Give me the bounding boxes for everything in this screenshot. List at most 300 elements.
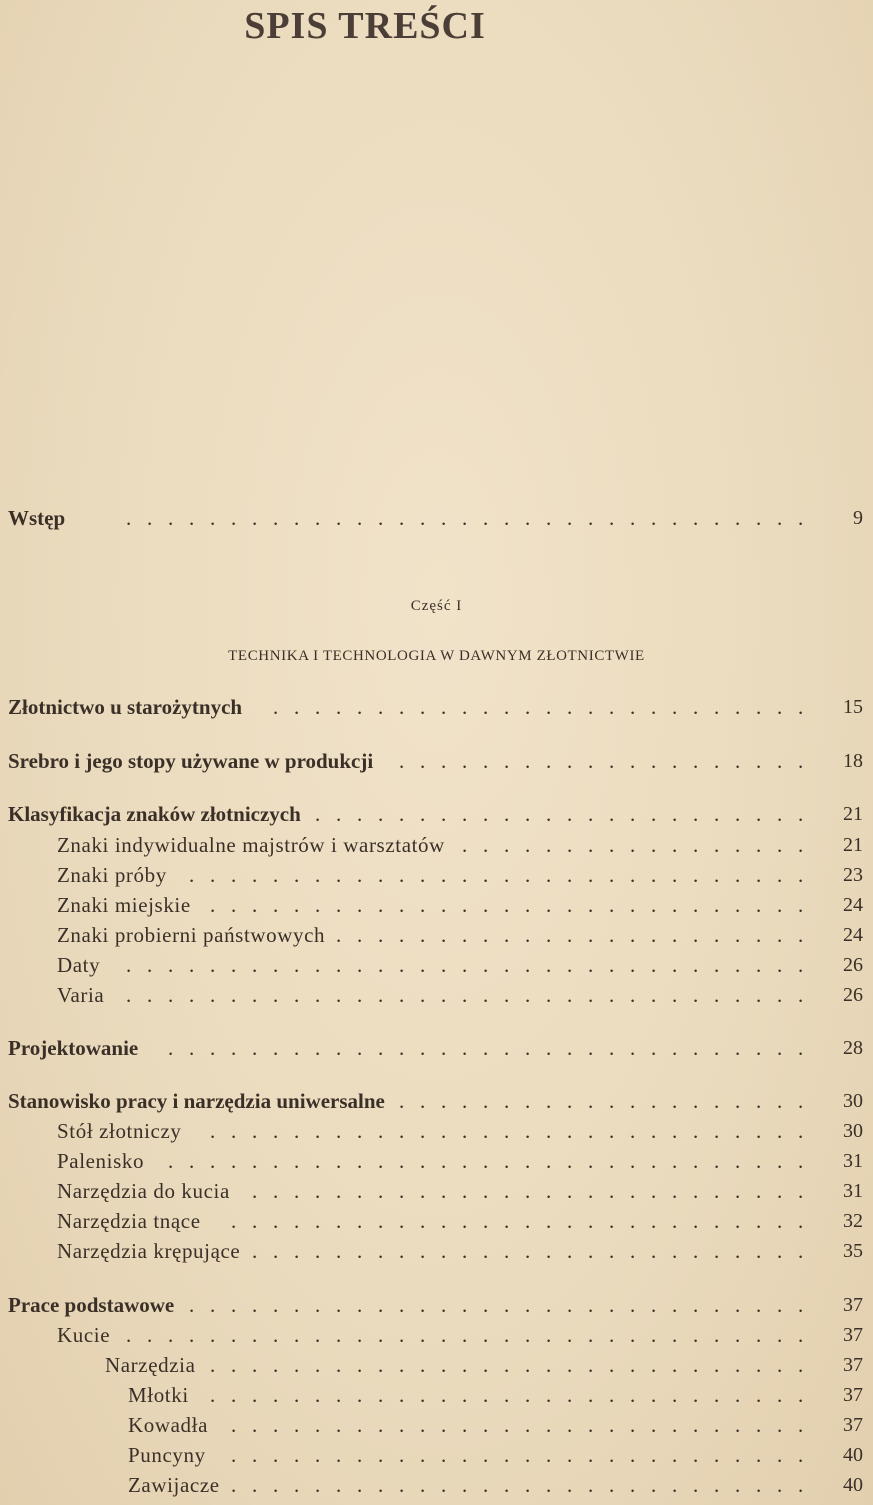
leader-dot: . <box>252 1323 258 1347</box>
leader-dot: . <box>504 506 510 530</box>
leader-dot: . <box>546 893 552 917</box>
leader-dot: . <box>378 695 384 719</box>
leader-dot: . <box>714 506 720 530</box>
toc-entry[interactable] <box>0 694 873 724</box>
leader-dot: . <box>315 1036 321 1060</box>
leader-dot: . <box>336 1209 342 1233</box>
leader-dot: . <box>798 983 804 1007</box>
leader-dot: . <box>504 1293 510 1317</box>
leader-dot: . <box>315 863 321 887</box>
part-label: Część I <box>410 598 463 614</box>
leader-dot: . <box>399 1179 405 1203</box>
leader-dot: . <box>714 1089 720 1113</box>
leader-dot: . <box>378 1293 384 1317</box>
toc-page-number: 37 <box>843 1294 863 1316</box>
leader-dot: . <box>630 1149 636 1173</box>
leader-dot: . <box>525 695 531 719</box>
leader-dot: . <box>735 1209 741 1233</box>
leader-dot: . <box>189 506 195 530</box>
leader-dot: . <box>483 749 489 773</box>
toc-page-number: 30 <box>843 1090 863 1112</box>
leader-dot: . <box>252 1413 258 1437</box>
leader-dot: . <box>777 863 783 887</box>
leader-dot: . <box>126 1323 132 1347</box>
toc-entry-label: Narzędzia <box>105 1353 196 1377</box>
leader-dot: . <box>525 983 531 1007</box>
leader-dot: . <box>735 695 741 719</box>
leader-dot: . <box>189 1293 195 1317</box>
leader-dot: . <box>714 1209 720 1233</box>
toc-entry-label: Projektowanie <box>8 1036 139 1060</box>
leader-dot: . <box>798 833 804 857</box>
leader-dot: . <box>777 802 783 826</box>
leader-dot: . <box>630 1413 636 1437</box>
leader-dot: . <box>378 953 384 977</box>
leader-dot: . <box>798 1443 804 1467</box>
leader-dot: . <box>756 1473 762 1497</box>
toc-entry-label: Stół złotniczy <box>57 1119 182 1143</box>
leader-dot: . <box>399 802 405 826</box>
leader-dot: . <box>735 1149 741 1173</box>
leader-dot: . <box>777 833 783 857</box>
leader-dot: . <box>777 1119 783 1143</box>
leader-dot: . <box>672 1353 678 1377</box>
leader-dot: . <box>651 923 657 947</box>
dot-leader <box>154 1148 817 1174</box>
leader-dot: . <box>252 1383 258 1407</box>
leader-dot: . <box>315 953 321 977</box>
leader-dot: . <box>651 506 657 530</box>
leader-dot: . <box>378 1209 384 1233</box>
toc-entry[interactable] <box>0 1088 873 1118</box>
leader-dot: . <box>567 953 573 977</box>
leader-dot: . <box>693 802 699 826</box>
leader-dot: . <box>588 1149 594 1173</box>
toc-entry[interactable] <box>0 1178 873 1208</box>
leader-dot: . <box>273 1443 279 1467</box>
leader-dot: . <box>609 923 615 947</box>
leader-dot: . <box>567 695 573 719</box>
leader-dot: . <box>588 1383 594 1407</box>
leader-dot: . <box>630 1473 636 1497</box>
leader-dot: . <box>735 1293 741 1317</box>
leader-dot: . <box>567 749 573 773</box>
leader-dot: . <box>378 1119 384 1143</box>
leader-dot: . <box>336 923 342 947</box>
leader-dot: . <box>630 1036 636 1060</box>
leader-dot: . <box>546 1473 552 1497</box>
leader-dot: . <box>231 1209 237 1233</box>
leader-dot: . <box>609 1473 615 1497</box>
leader-dot: . <box>378 1239 384 1263</box>
leader-dot: . <box>546 833 552 857</box>
leader-dot: . <box>672 953 678 977</box>
leader-dot: . <box>735 1323 741 1347</box>
leader-dot: . <box>567 1293 573 1317</box>
leader-dot: . <box>798 863 804 887</box>
leader-dot: . <box>546 1036 552 1060</box>
leader-dot: . <box>735 833 741 857</box>
leader-dot: . <box>336 1239 342 1263</box>
leader-dot: . <box>714 1473 720 1497</box>
leader-dot: . <box>273 1179 279 1203</box>
leader-dot: . <box>336 1353 342 1377</box>
leader-dot: . <box>777 1353 783 1377</box>
toc-entry[interactable] <box>0 1412 873 1442</box>
toc-entry[interactable] <box>0 1472 873 1502</box>
leader-dot: . <box>693 1239 699 1263</box>
toc-entry[interactable] <box>0 1292 873 1322</box>
leader-dot: . <box>672 863 678 887</box>
toc-entry-label: Wstęp <box>8 506 66 530</box>
leader-dot: . <box>756 1353 762 1377</box>
leader-dot: . <box>714 802 720 826</box>
leader-dot: . <box>483 1443 489 1467</box>
leader-dot: . <box>294 863 300 887</box>
leader-dot: . <box>315 1209 321 1233</box>
leader-dot: . <box>735 1179 741 1203</box>
leader-dot: . <box>630 863 636 887</box>
toc-entry[interactable] <box>0 1238 873 1268</box>
toc-page-number: 18 <box>843 750 863 772</box>
leader-dot: . <box>714 1293 720 1317</box>
leader-dot: . <box>336 863 342 887</box>
leader-dot: . <box>693 1473 699 1497</box>
leader-dot: . <box>462 1383 468 1407</box>
leader-dot: . <box>336 1323 342 1347</box>
leader-dot: . <box>420 1179 426 1203</box>
leader-dot: . <box>189 1036 195 1060</box>
leader-dot: . <box>378 1323 384 1347</box>
leader-dot: . <box>273 1119 279 1143</box>
leader-dot: . <box>357 1239 363 1263</box>
leader-dot: . <box>273 506 279 530</box>
leader-dot: . <box>504 923 510 947</box>
leader-dot: . <box>567 833 573 857</box>
leader-dot: . <box>525 923 531 947</box>
leader-dot: . <box>483 1089 489 1113</box>
leader-dot: . <box>525 1383 531 1407</box>
leader-dot: . <box>357 983 363 1007</box>
leader-dot: . <box>483 1239 489 1263</box>
toc-page-number: 31 <box>843 1150 863 1172</box>
leader-dot: . <box>252 1209 258 1233</box>
leader-dot: . <box>441 893 447 917</box>
leader-dot: . <box>462 1119 468 1143</box>
leader-dot: . <box>399 1119 405 1143</box>
leader-dot: . <box>777 1209 783 1233</box>
leader-dot: . <box>777 1239 783 1263</box>
leader-dot: . <box>315 695 321 719</box>
leader-dot: . <box>462 506 468 530</box>
leader-dot: . <box>630 695 636 719</box>
leader-dot: . <box>735 749 741 773</box>
toc-entry-label: Kowadła <box>128 1413 209 1437</box>
leader-dot: . <box>672 802 678 826</box>
toc-page-number: 40 <box>843 1444 863 1466</box>
dot-leader <box>218 1412 817 1438</box>
leader-dot: . <box>693 1323 699 1347</box>
leader-dot: . <box>693 1383 699 1407</box>
leader-dot: . <box>714 983 720 1007</box>
leader-dot: . <box>252 1179 258 1203</box>
leader-dot: . <box>777 1383 783 1407</box>
leader-dot: . <box>273 1239 279 1263</box>
leader-dot: . <box>504 1089 510 1113</box>
leader-dot: . <box>714 923 720 947</box>
toc-entry[interactable] <box>0 1442 873 1472</box>
leader-dot: . <box>588 1036 594 1060</box>
leader-dot: . <box>294 1119 300 1143</box>
leader-dot: . <box>504 1413 510 1437</box>
leader-dot: . <box>546 1443 552 1467</box>
leader-dot: . <box>588 923 594 947</box>
leader-dot: . <box>399 1353 405 1377</box>
leader-dot: . <box>483 1149 489 1173</box>
leader-dot: . <box>420 1443 426 1467</box>
leader-dot: . <box>378 1179 384 1203</box>
leader-dot: . <box>504 863 510 887</box>
leader-dot: . <box>357 1443 363 1467</box>
leader-dot: . <box>483 1179 489 1203</box>
leader-dot: . <box>756 1209 762 1233</box>
toc-entry[interactable] <box>0 1035 873 1065</box>
leader-dot: . <box>798 1473 804 1497</box>
leader-dot: . <box>693 749 699 773</box>
leader-dot: . <box>798 1323 804 1347</box>
leader-dot: . <box>756 833 762 857</box>
toc-entry-label: Znaki indywidualne majstrów i warsztatów <box>57 833 445 857</box>
leader-dot: . <box>441 1323 447 1347</box>
leader-dot: . <box>441 1293 447 1317</box>
leader-dot: . <box>567 893 573 917</box>
leader-dot: . <box>399 506 405 530</box>
leader-dot: . <box>588 1353 594 1377</box>
leader-dot: . <box>189 983 195 1007</box>
leader-dot: . <box>630 893 636 917</box>
toc-entry-intro[interactable] <box>0 505 873 535</box>
leader-dot: . <box>651 833 657 857</box>
leader-dot: . <box>252 983 258 1007</box>
leader-dot: . <box>588 506 594 530</box>
leader-dot: . <box>777 1323 783 1347</box>
leader-dot: . <box>567 1119 573 1143</box>
leader-dot: . <box>609 749 615 773</box>
toc-entry-label: Znaki probierni państwowych <box>57 923 326 947</box>
dot-leader <box>240 1178 817 1204</box>
toc-page-number: 37 <box>843 1414 863 1436</box>
leader-dot: . <box>420 1323 426 1347</box>
leader-dot: . <box>420 863 426 887</box>
leader-dot: . <box>273 893 279 917</box>
leader-dot: . <box>483 1209 489 1233</box>
leader-dot: . <box>168 953 174 977</box>
leader-dot: . <box>714 1149 720 1173</box>
leader-dot: . <box>378 863 384 887</box>
leader-dot: . <box>399 983 405 1007</box>
leader-dot: . <box>672 1323 678 1347</box>
leader-dot: . <box>441 695 447 719</box>
leader-dot: . <box>693 1089 699 1113</box>
leader-dot: . <box>672 983 678 1007</box>
leader-dot: . <box>441 1353 447 1377</box>
toc-entry-label: Srebro i jego stopy używane w produkcji <box>8 749 374 773</box>
leader-dot: . <box>399 1413 405 1437</box>
leader-dot: . <box>294 893 300 917</box>
leader-dot: . <box>231 953 237 977</box>
leader-dot: . <box>651 1119 657 1143</box>
leader-dot: . <box>546 802 552 826</box>
leader-dot: . <box>777 1149 783 1173</box>
leader-dot: . <box>546 1149 552 1173</box>
toc-entry[interactable] <box>0 748 873 778</box>
toc-entry-label: Znaki próby <box>57 863 167 887</box>
leader-dot: . <box>756 1149 762 1173</box>
leader-dot: . <box>294 1149 300 1173</box>
leader-dot: . <box>441 1413 447 1437</box>
leader-dot: . <box>399 1383 405 1407</box>
toc-page-number: 21 <box>843 803 863 825</box>
leader-dot: . <box>378 1473 384 1497</box>
leader-dot: . <box>378 802 384 826</box>
leader-dot: . <box>399 1209 405 1233</box>
leader-dot: . <box>399 1036 405 1060</box>
leader-dot: . <box>588 802 594 826</box>
leader-dot: . <box>630 923 636 947</box>
leader-dot: . <box>210 1323 216 1347</box>
leader-dot: . <box>462 1089 468 1113</box>
leader-dot: . <box>567 802 573 826</box>
toc-page-number: 15 <box>843 696 863 718</box>
leader-dot: . <box>672 923 678 947</box>
toc-entry[interactable] <box>0 892 873 922</box>
leader-dot: . <box>294 1383 300 1407</box>
leader-dot: . <box>420 983 426 1007</box>
toc-entry-label: Narzędzia do kucia <box>57 1179 230 1203</box>
leader-dot: . <box>756 749 762 773</box>
leader-dot: . <box>798 695 804 719</box>
toc-entry[interactable] <box>0 922 873 952</box>
leader-dot: . <box>798 1036 804 1060</box>
leader-dot: . <box>504 1179 510 1203</box>
leader-dot: . <box>672 1293 678 1317</box>
leader-dot: . <box>756 1323 762 1347</box>
leader-dot: . <box>336 1293 342 1317</box>
leader-dot: . <box>147 506 153 530</box>
toc-entry[interactable] <box>0 1322 873 1352</box>
leader-dot: . <box>756 1089 762 1113</box>
leader-dot: . <box>231 1149 237 1173</box>
leader-dot: . <box>441 1209 447 1233</box>
leader-dot: . <box>693 1353 699 1377</box>
leader-dot: . <box>714 863 720 887</box>
leader-dot: . <box>504 1443 510 1467</box>
leader-dot: . <box>294 506 300 530</box>
leader-dot: . <box>588 1443 594 1467</box>
leader-dot: . <box>735 1383 741 1407</box>
toc-entry[interactable] <box>0 801 873 831</box>
leader-dot: . <box>504 1323 510 1347</box>
leader-dot: . <box>693 1119 699 1143</box>
leader-dot: . <box>399 863 405 887</box>
leader-dot: . <box>630 506 636 530</box>
leader-dot: . <box>630 1239 636 1263</box>
leader-dot: . <box>777 506 783 530</box>
leader-dot: . <box>651 749 657 773</box>
leader-dot: . <box>630 1209 636 1233</box>
leader-dot: . <box>504 1383 510 1407</box>
leader-dot: . <box>357 953 363 977</box>
leader-dot: . <box>714 695 720 719</box>
leader-dot: . <box>504 1353 510 1377</box>
leader-dot: . <box>399 749 405 773</box>
toc-entry-label: Stanowisko pracy i narzędzia uniwersalne <box>8 1089 385 1113</box>
leader-dot: . <box>315 1179 321 1203</box>
toc-entry[interactable] <box>0 1148 873 1178</box>
toc-entry[interactable] <box>0 982 873 1012</box>
leader-dot: . <box>420 1383 426 1407</box>
leader-dot: . <box>735 1443 741 1467</box>
dot-leader <box>120 1322 817 1348</box>
leader-dot: . <box>693 863 699 887</box>
toc-entry[interactable] <box>0 1352 873 1382</box>
leader-dot: . <box>693 1293 699 1317</box>
toc-entry[interactable] <box>0 1208 873 1238</box>
toc-page-number: 23 <box>843 864 863 886</box>
leader-dot: . <box>273 1473 279 1497</box>
leader-dot: . <box>504 1473 510 1497</box>
leader-dot: . <box>546 1293 552 1317</box>
leader-dot: . <box>231 1323 237 1347</box>
leader-dot: . <box>441 1089 447 1113</box>
leader-dot: . <box>168 983 174 1007</box>
toc-entry-label: Narzędzia tnące <box>57 1209 201 1233</box>
leader-dot: . <box>525 1473 531 1497</box>
leader-dot: . <box>609 1036 615 1060</box>
leader-dot: . <box>609 1413 615 1437</box>
leader-dot: . <box>588 1323 594 1347</box>
toc-entry-label: Puncyny <box>128 1443 206 1467</box>
leader-dot: . <box>714 953 720 977</box>
leader-dot: . <box>777 923 783 947</box>
leader-dot: . <box>441 1149 447 1173</box>
toc-entry-label: Prace podstawowe <box>8 1293 175 1317</box>
leader-dot: . <box>336 1149 342 1173</box>
leader-dot: . <box>231 983 237 1007</box>
leader-dot: . <box>756 983 762 1007</box>
leader-dot: . <box>756 863 762 887</box>
leader-dot: . <box>798 1293 804 1317</box>
toc-entry[interactable] <box>0 1118 873 1148</box>
leader-dot: . <box>693 1149 699 1173</box>
leader-dot: . <box>210 1293 216 1317</box>
toc-entry[interactable] <box>0 952 873 982</box>
leader-dot: . <box>567 923 573 947</box>
toc-entry[interactable] <box>0 1382 873 1412</box>
leader-dot: . <box>441 1473 447 1497</box>
toc-entry[interactable] <box>0 832 873 862</box>
leader-dot: . <box>336 1383 342 1407</box>
leader-dot: . <box>672 1239 678 1263</box>
leader-dot: . <box>546 953 552 977</box>
leader-dot: . <box>399 953 405 977</box>
leader-dot: . <box>462 953 468 977</box>
leader-dot: . <box>798 1209 804 1233</box>
leader-dot: . <box>756 1443 762 1467</box>
leader-dot: . <box>777 893 783 917</box>
leader-dot: . <box>546 506 552 530</box>
toc-entry[interactable] <box>0 862 873 892</box>
